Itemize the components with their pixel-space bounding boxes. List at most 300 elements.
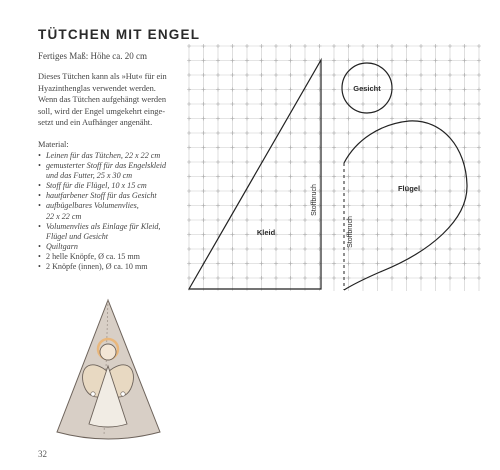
grid-cross	[419, 131, 423, 135]
grid-cross	[463, 117, 467, 121]
grid-cross	[477, 189, 481, 193]
grid-cross	[260, 189, 264, 193]
grid-cross	[289, 247, 293, 251]
grid-cross	[245, 88, 249, 92]
grid-cross	[463, 146, 467, 150]
grid-cross	[260, 131, 264, 135]
grid-cross	[202, 88, 206, 92]
grid-cross	[289, 218, 293, 222]
grid-cross	[434, 204, 438, 208]
grid-cross	[405, 117, 409, 121]
grid-cross	[187, 233, 191, 237]
grid-cross	[289, 276, 293, 280]
grid-cross	[376, 276, 380, 280]
grid-cross	[361, 189, 365, 193]
material-item-line: • Quiltgarn	[46, 241, 78, 251]
grid-cross	[332, 204, 336, 208]
grid-cross	[463, 59, 467, 63]
grid-cross	[477, 218, 481, 222]
grid-cross	[477, 131, 481, 135]
grid-cross	[245, 59, 249, 63]
grid-cross	[231, 59, 235, 63]
grid-cross	[347, 146, 351, 150]
grid-cross	[216, 117, 220, 121]
grid-cross	[187, 204, 191, 208]
grid-cross	[405, 175, 409, 179]
grid-cross	[289, 146, 293, 150]
grid-cross	[216, 204, 220, 208]
grid-cross	[231, 204, 235, 208]
grid-cross	[419, 59, 423, 63]
grid-cross	[245, 175, 249, 179]
grid-cross	[187, 73, 191, 77]
grid-cross	[231, 88, 235, 92]
grid-cross	[347, 262, 351, 266]
grid-cross	[347, 44, 351, 48]
grid-cross	[463, 276, 467, 280]
grid-cross	[303, 131, 307, 135]
grid-cross	[376, 117, 380, 121]
grid-cross	[274, 204, 278, 208]
grid-cross	[347, 117, 351, 121]
grid-cross	[216, 88, 220, 92]
grid-cross	[376, 262, 380, 266]
grid-cross	[376, 204, 380, 208]
grid-cross	[289, 117, 293, 121]
finished-size: Fertiges Maß: Höhe ca. 20 cm	[38, 51, 147, 61]
grid-cross	[405, 146, 409, 150]
material-item-line: • Stoff für die Flügel, 10 x 15 cm	[46, 181, 147, 191]
grid-cross	[361, 233, 365, 237]
grid-cross	[274, 218, 278, 222]
grid-cross	[216, 44, 220, 48]
grid-cross	[390, 175, 394, 179]
grid-cross	[448, 59, 452, 63]
grid-cross	[434, 189, 438, 193]
grid-cross	[419, 175, 423, 179]
grid-cross	[231, 218, 235, 222]
grid-cross	[274, 146, 278, 150]
grid-cross	[448, 233, 452, 237]
button-left	[91, 392, 95, 396]
grid-cross	[332, 44, 336, 48]
grid-cross	[303, 73, 307, 77]
grid-cross	[231, 276, 235, 280]
grid-cross	[289, 102, 293, 106]
grid-cross	[448, 102, 452, 106]
grid-cross	[376, 189, 380, 193]
grid-cross	[202, 189, 206, 193]
grid-cross	[303, 175, 307, 179]
grid-cross	[303, 276, 307, 280]
grid-cross	[390, 189, 394, 193]
grid-cross	[202, 276, 206, 280]
grid-cross	[434, 102, 438, 106]
grid-cross	[390, 146, 394, 150]
grid-cross	[376, 233, 380, 237]
grid-cross	[477, 247, 481, 251]
grid-cross	[187, 247, 191, 251]
grid-cross	[245, 247, 249, 251]
grid-cross	[260, 73, 264, 77]
grid-cross	[390, 218, 394, 222]
grid-cross	[405, 73, 409, 77]
grid-cross	[361, 146, 365, 150]
grid-cross	[260, 218, 264, 222]
grid-cross	[405, 233, 409, 237]
grid-cross	[332, 160, 336, 164]
grid-cross	[434, 175, 438, 179]
grid-cross	[376, 247, 380, 251]
grid-cross	[332, 247, 336, 251]
grid-cross	[202, 146, 206, 150]
grid-cross	[260, 204, 264, 208]
grid-cross	[332, 276, 336, 280]
grid-cross	[274, 262, 278, 266]
grid-cross	[187, 175, 191, 179]
grid-cross	[477, 204, 481, 208]
grid-cross	[202, 73, 206, 77]
grid-cross	[245, 44, 249, 48]
grid-cross	[245, 146, 249, 150]
grid-cross	[303, 160, 307, 164]
grid-cross	[202, 117, 206, 121]
grid-cross	[390, 102, 394, 106]
intro-line: Hyazinthenglas verwendet werden.	[38, 83, 156, 93]
grid-cross	[260, 175, 264, 179]
grid-cross	[274, 160, 278, 164]
grid-cross	[187, 44, 191, 48]
grid-cross	[347, 204, 351, 208]
grid-cross	[332, 262, 336, 266]
grid-cross	[216, 160, 220, 164]
grid-cross	[405, 218, 409, 222]
grid-cross	[463, 262, 467, 266]
grid-cross	[187, 218, 191, 222]
finished-cone-illustration	[57, 300, 160, 439]
grid-cross	[361, 73, 365, 77]
grid-cross	[289, 189, 293, 193]
grid-cross	[216, 59, 220, 63]
grid-cross	[245, 262, 249, 266]
grid-cross	[347, 59, 351, 63]
material-item-line: • 2 helle Knöpfe, Ø ca. 15 mm	[46, 251, 140, 261]
grid-cross	[216, 131, 220, 135]
grid-cross	[289, 88, 293, 92]
grid-cross	[216, 262, 220, 266]
grid-cross	[477, 262, 481, 266]
material-item-line: und das Futter, 25 x 30 cm	[46, 171, 133, 181]
grid-cross	[376, 73, 380, 77]
grid-cross	[405, 44, 409, 48]
grid-cross	[187, 102, 191, 106]
grid-cross	[216, 73, 220, 77]
grid-cross	[434, 117, 438, 121]
grid-cross	[361, 44, 365, 48]
grid-cross	[405, 204, 409, 208]
grid-cross	[332, 73, 336, 77]
grid-cross	[448, 204, 452, 208]
grid-cross	[260, 44, 264, 48]
material-item-line: • 2 Knöpfe (innen), Ø ca. 10 mm	[46, 262, 148, 272]
grid-cross	[405, 102, 409, 106]
grid-cross	[187, 276, 191, 280]
grid-cross	[245, 218, 249, 222]
grid-cross	[274, 88, 278, 92]
grid-cross	[202, 44, 206, 48]
grid-cross	[361, 204, 365, 208]
grid-cross	[231, 175, 235, 179]
grid-cross	[434, 247, 438, 251]
grid-cross	[202, 204, 206, 208]
grid-cross	[405, 262, 409, 266]
grid-cross	[419, 44, 423, 48]
grid-cross	[405, 88, 409, 92]
material-item-line: • gemusterter Stoff für das Engelskleid	[46, 161, 167, 171]
material-item-line: • Volumenvlies als Einlage für Kleid,	[46, 221, 161, 231]
grid-cross	[361, 175, 365, 179]
material-item-line: Flügel und Gesicht	[46, 231, 109, 241]
grid-cross	[376, 146, 380, 150]
grid-cross	[347, 189, 351, 193]
grid-cross	[405, 131, 409, 135]
grid-cross	[245, 160, 249, 164]
grid-cross	[245, 102, 249, 106]
grid-cross	[419, 276, 423, 280]
grid-cross	[477, 44, 481, 48]
grid-cross	[390, 233, 394, 237]
grid-cross	[245, 117, 249, 121]
grid-cross	[463, 247, 467, 251]
grid-cross	[303, 218, 307, 222]
grid-cross	[463, 44, 467, 48]
material-item-line: • Leinen für das Tütchen, 22 x 22 cm	[46, 151, 161, 160]
grid-cross	[231, 247, 235, 251]
grid-cross	[347, 160, 351, 164]
grid-cross	[187, 117, 191, 121]
grid-cross	[361, 262, 365, 266]
grid-cross	[332, 131, 336, 135]
grid-cross	[390, 73, 394, 77]
grid-cross	[216, 102, 220, 106]
grid-cross	[202, 160, 206, 164]
grid-cross	[448, 262, 452, 266]
grid-cross	[390, 262, 394, 266]
grid-cross	[332, 117, 336, 121]
grid-cross	[390, 131, 394, 135]
grid-cross	[274, 131, 278, 135]
grid-cross	[231, 233, 235, 237]
pattern-grid	[187, 44, 481, 291]
grid-cross	[202, 247, 206, 251]
grid-cross	[477, 276, 481, 280]
grid-cross	[361, 131, 365, 135]
grid-cross	[463, 88, 467, 92]
grid-cross	[289, 59, 293, 63]
grid-cross	[463, 218, 467, 222]
grid-cross	[448, 175, 452, 179]
grid-cross	[332, 88, 336, 92]
grid-cross	[260, 88, 264, 92]
face-piece-label: Gesicht	[353, 84, 381, 93]
grid-cross	[260, 59, 264, 63]
grid-cross	[318, 44, 322, 48]
grid-cross	[245, 73, 249, 77]
grid-cross	[289, 44, 293, 48]
grid-cross	[361, 218, 365, 222]
grid-cross	[448, 117, 452, 121]
grid-cross	[231, 44, 235, 48]
grid-cross	[376, 59, 380, 63]
grid-cross	[361, 117, 365, 121]
grid-cross	[216, 218, 220, 222]
grid-cross	[405, 59, 409, 63]
grid-cross	[419, 233, 423, 237]
grid-cross	[216, 247, 220, 251]
grid-cross	[216, 189, 220, 193]
grid-cross	[347, 131, 351, 135]
grid-cross	[274, 175, 278, 179]
wing-piece-label: Flügel	[397, 184, 421, 193]
grid-cross	[231, 131, 235, 135]
grid-cross	[463, 189, 467, 193]
grid-cross	[187, 59, 191, 63]
grid-cross	[274, 247, 278, 251]
grid-cross	[434, 88, 438, 92]
grid-cross	[434, 59, 438, 63]
grid-cross	[332, 102, 336, 106]
grid-cross	[477, 88, 481, 92]
grid-cross	[434, 262, 438, 266]
grid-cross	[376, 102, 380, 106]
grid-cross	[202, 59, 206, 63]
grid-cross	[477, 146, 481, 150]
grid-cross	[303, 102, 307, 106]
grid-cross	[405, 276, 409, 280]
grid-cross	[419, 117, 423, 121]
material-item-line: 22 x 22 cm	[46, 211, 82, 221]
grid-cross	[289, 73, 293, 77]
grid-cross	[419, 262, 423, 266]
grid-cross	[419, 88, 423, 92]
dress-piece-label: Kleid	[256, 228, 276, 237]
grid-cross	[202, 102, 206, 106]
grid-cross	[448, 160, 452, 164]
grid-cross	[289, 262, 293, 266]
grid-cross	[448, 73, 452, 77]
grid-cross	[202, 131, 206, 135]
grid-cross	[448, 218, 452, 222]
grid-cross	[390, 276, 394, 280]
grid-cross	[187, 160, 191, 164]
grid-cross	[361, 59, 365, 63]
grid-cross	[477, 233, 481, 237]
intro-line: Wenn das Tütchen aufgehängt werden	[38, 95, 167, 104]
grid-cross	[231, 102, 235, 106]
grid-cross	[303, 233, 307, 237]
grid-cross	[434, 276, 438, 280]
grid-cross	[434, 160, 438, 164]
dress-pattern-outline	[189, 60, 321, 289]
material-heading: Material:	[38, 140, 69, 149]
grid-cross	[303, 189, 307, 193]
grid-cross	[419, 160, 423, 164]
intro-line: soll, wird der Engel umgekehrt einge-	[38, 106, 165, 116]
grid-cross	[260, 102, 264, 106]
grid-cross	[434, 44, 438, 48]
grid-cross	[477, 117, 481, 121]
grid-cross	[260, 146, 264, 150]
grid-cross	[448, 247, 452, 251]
grid-cross	[419, 146, 423, 150]
grid-cross	[231, 160, 235, 164]
grid-cross	[434, 233, 438, 237]
grid-cross	[289, 233, 293, 237]
grid-cross	[419, 204, 423, 208]
grid-cross	[332, 233, 336, 237]
grid-cross	[274, 59, 278, 63]
grid-cross	[260, 247, 264, 251]
grid-cross	[332, 218, 336, 222]
grid-cross	[463, 73, 467, 77]
grid-cross	[390, 204, 394, 208]
grid-cross	[303, 204, 307, 208]
grid-cross	[419, 102, 423, 106]
grid-cross	[289, 175, 293, 179]
grid-cross	[245, 204, 249, 208]
grid-cross	[274, 73, 278, 77]
grid-cross	[390, 59, 394, 63]
grid-cross	[289, 160, 293, 164]
grid-cross	[231, 73, 235, 77]
grid-cross	[231, 262, 235, 266]
grid-cross	[187, 88, 191, 92]
grid-cross	[448, 146, 452, 150]
grid-cross	[419, 218, 423, 222]
grid-cross	[347, 276, 351, 280]
grid-cross	[434, 218, 438, 222]
grid-cross	[245, 233, 249, 237]
grid-cross	[216, 276, 220, 280]
grid-cross	[289, 131, 293, 135]
grid-cross	[303, 44, 307, 48]
grid-cross	[202, 233, 206, 237]
grid-cross	[332, 175, 336, 179]
grid-cross	[477, 59, 481, 63]
grid-cross	[332, 59, 336, 63]
angel-head	[100, 344, 116, 360]
grid-cross	[448, 88, 452, 92]
intro-line: setzt und ein Aufhänger angenäht.	[38, 118, 153, 127]
grid-cross	[463, 102, 467, 106]
grid-cross	[231, 146, 235, 150]
grid-cross	[202, 175, 206, 179]
button-right	[121, 392, 125, 396]
grid-cross	[303, 262, 307, 266]
grid-cross	[332, 189, 336, 193]
grid-cross	[274, 44, 278, 48]
grid-cross	[390, 44, 394, 48]
grid-cross	[448, 44, 452, 48]
grid-cross	[376, 160, 380, 164]
grid-cross	[477, 73, 481, 77]
grid-cross	[187, 189, 191, 193]
material-item-line: • hautfarbener Stoff für das Gesicht	[46, 191, 157, 201]
dress-fold-label: Stoffbruch	[311, 184, 318, 216]
grid-cross	[376, 175, 380, 179]
grid-cross	[274, 102, 278, 106]
material-item-line: • aufbügelbares Volumenvlies,	[46, 201, 139, 211]
